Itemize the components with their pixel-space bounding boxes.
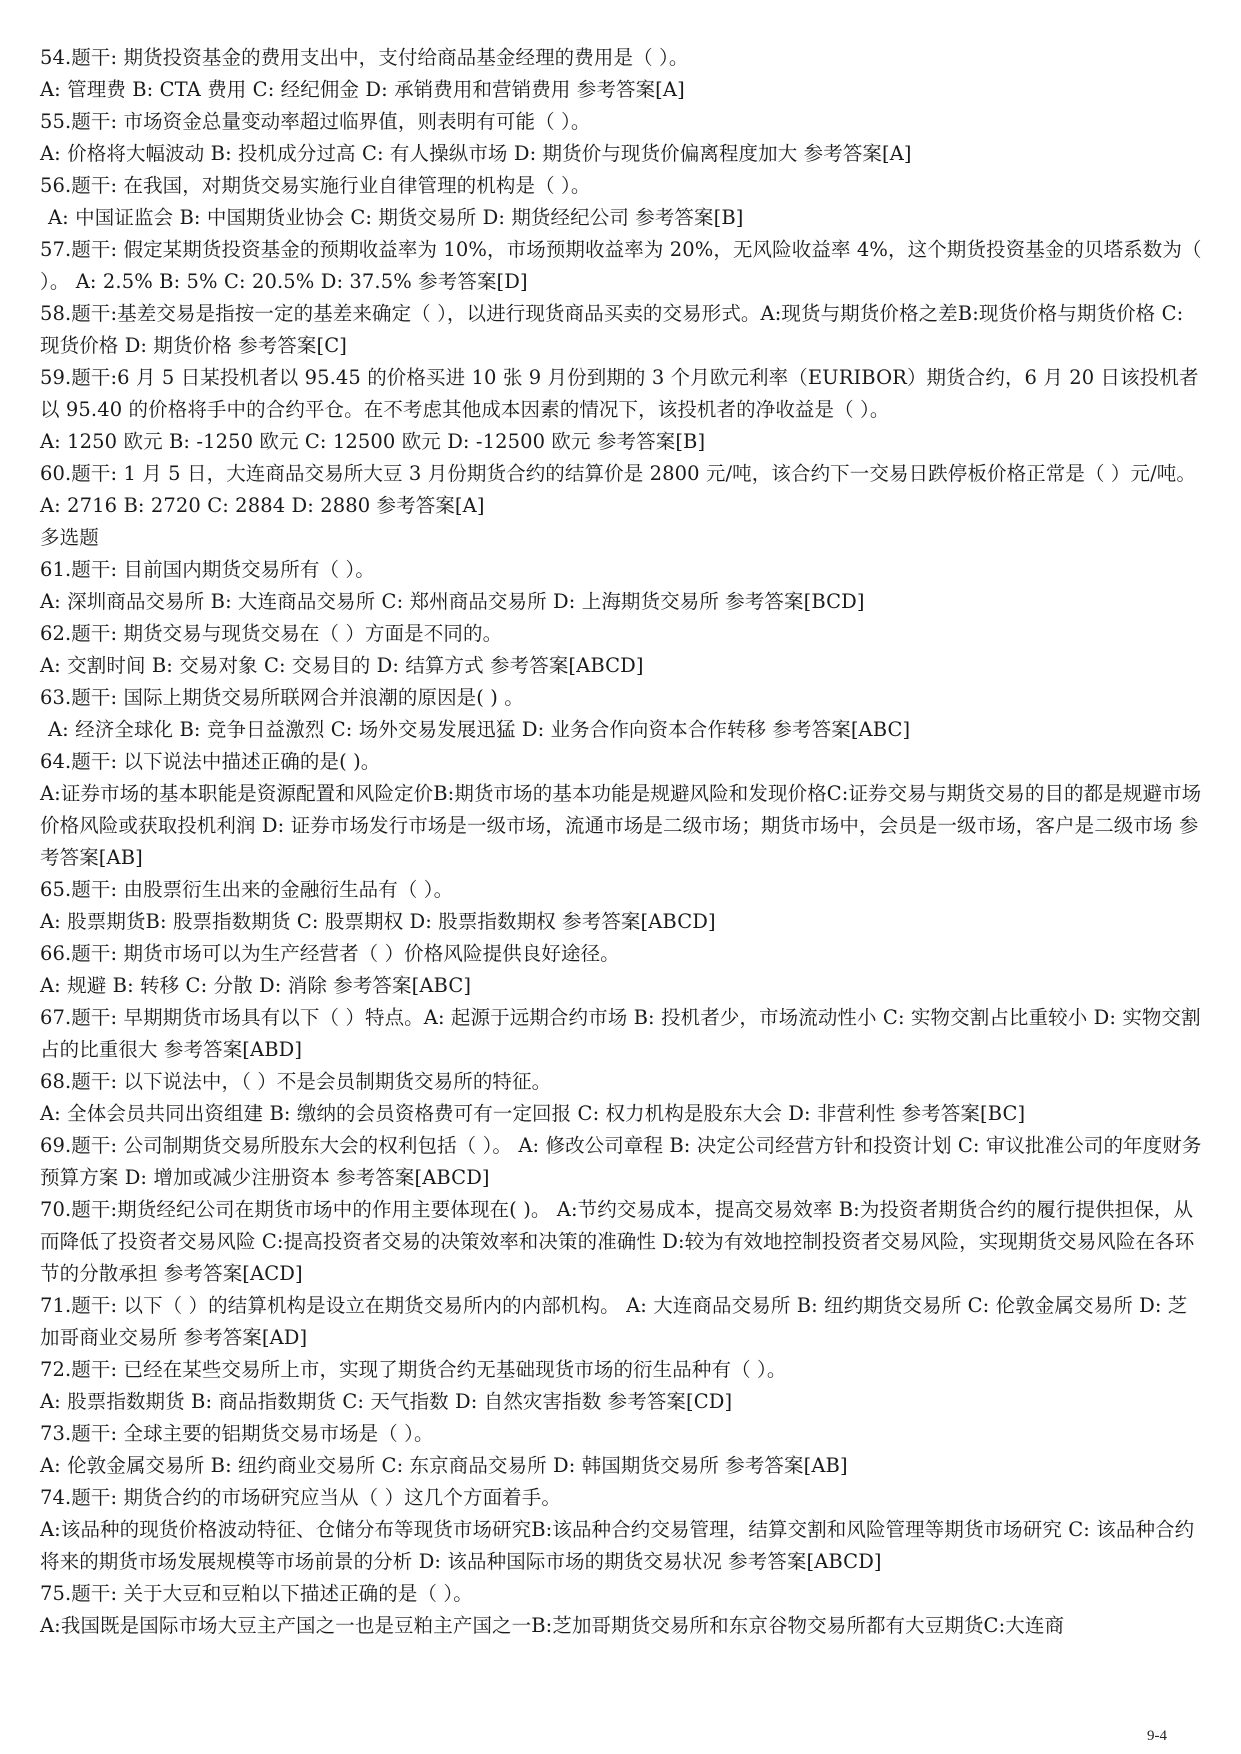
question-60: 60.题干: 1 月 5 日，大连商品交易所大豆 3 月份期货合约的结算价是 2800 元/吨，该合约下一交易日跌停板价格正常是（ ）元/吨。 A: 2716 B: 2720 C: 2884 D: 2880 参考答案[A] xyxy=(40,462,1196,517)
options-61: A: 深圳商品交易所 B: 大连商品交易所 C: 郑州商品交易所 D: 上海期货交易所 参考答案[BCD] xyxy=(40,590,865,613)
options-54: A: 管理费 B: CTA 费用 C: 经纪佣金 D: 承销费用和营销费用 参考答案[A] xyxy=(40,78,685,101)
question-68: 68.题干: 以下说法中，（ ）不是会员制期货交易所的特征。 xyxy=(40,1070,552,1093)
question-66: 66.题干: 期货市场可以为生产经营者（ ）价格风险提供良好途径。 xyxy=(40,942,620,965)
options-55: A: 价格将大幅波动 B: 投机成分过高 C: 有人操纵市场 D: 期货价与现货价偏离程度加大 参考答案[A] xyxy=(40,142,912,165)
question-71: 71.题干: 以下（ ）的结算机构是设立在期货交易所内的内部机构。 A: 大连商品交易所 B: 纽约期货交易所 C: 伦敦金属交易所 D: 芝加哥商业交易所 参考答案[AD] xyxy=(40,1294,1188,1349)
options-59: A: 1250 欧元 B: -1250 欧元 C: 12500 欧元 D: -12500 欧元 参考答案[B] xyxy=(40,430,706,453)
question-75: 75.题干: 关于大豆和豆粕以下描述正确的是（ ）。 xyxy=(40,1582,473,1605)
options-72: A: 股票指数期货 B: 商品指数期货 C: 天气指数 D: 自然灾害指数 参考答案[CD] xyxy=(40,1390,733,1413)
options-68: A: 全体会员共同出资组建 B: 缴纳的会员资格费可有一定回报 C: 权力机构是股东大会 D: 非营利性 参考答案[BC] xyxy=(40,1102,1026,1125)
page-number: 9-4 xyxy=(1147,1728,1167,1744)
question-57: 57.题干: 假定某期货投资基金的预期收益率为 10%，市场预期收益率为 20%，无风险收益率 4%，这个期货投资基金的贝塔系数为（ ）。 A: 2.5% B: 5% C: 20.5% D: 37.5% 参考答案[D] xyxy=(40,238,1202,293)
question-73: 73.题干: 全球主要的铝期货交易市场是（ ）。 xyxy=(40,1422,434,1445)
section-heading-multiple-choice: 多选题 xyxy=(40,526,99,549)
question-69: 69.题干: 公司制期货交易所股东大会的权利包括（ ）。 A: 修改公司章程 B: 决定公司经营方针和投资计划 C: 审议批准公司的年度财务预算方案 D: 增加或减少注册资本 参考答案[ABCD] xyxy=(40,1134,1202,1189)
options-75: A:我国既是国际市场大豆主产国之一也是豆粕主产国之一B:芝加哥期货交易所和东京谷物交易所都有大豆期货C:大连商 xyxy=(40,1614,1065,1637)
question-64: 64.题干: 以下说法中描述正确的是( )。 xyxy=(40,750,381,773)
options-65: A: 股票期货B: 股票指数期货 C: 股票期权 D: 股票指数期权 参考答案[ABCD] xyxy=(40,910,716,933)
question-59: 59.题干:6 月 5 日某投机者以 95.45 的价格买进 10 张 9 月份到期的 3 个月欧元利率（EURIBOR）期货合约，6 月 20 日该投机者以 95.40 的价格将手中的合约平仓。在不考虑其他成本因素的情况下，该投机者的净收益是（ ）。 xyxy=(40,366,1199,421)
question-list xyxy=(40,42,1202,1642)
options-73: A: 伦敦金属交易所 B: 纽约商业交易所 C: 东京商品交易所 D: 韩国期货交易所 参考答案[AB] xyxy=(40,1454,848,1477)
question-54: 54.题干: 期货投资基金的费用支出中，支付给商品基金经理的费用是（ ）。 xyxy=(40,46,689,69)
question-67: 67.题干: 早期期货市场具有以下（ ）特点。A: 起源于远期合约市场 B: 投机者少，市场流动性小 C: 实物交割占比重较小 D: 实物交割占的比重很大 参考答案[ABD] xyxy=(40,1006,1201,1061)
options-62: A: 交割时间 B: 交易对象 C: 交易目的 D: 结算方式 参考答案[ABCD] xyxy=(40,654,644,677)
question-72: 72.题干: 已经在某些交易所上市，实现了期货合约无基础现货市场的衍生品种有（ ）。 xyxy=(40,1358,787,1381)
question-63: 63.题干: 国际上期货交易所联网合并浪潮的原因是( ) 。 xyxy=(40,686,524,709)
options-66: A: 规避 B: 转移 C: 分散 D: 消除 参考答案[ABC] xyxy=(40,974,472,997)
question-55: 55.题干: 市场资金总量变动率超过临界值，则表明有可能（ ）。 xyxy=(40,110,591,133)
question-61: 61.题干: 目前国内期货交易所有（ ）。 xyxy=(40,558,375,581)
options-64: A:证券市场的基本职能是资源配置和风险定价B:期货市场的基本功能是规避风险和发现价格C:证券交易与期货交易的目的都是规避市场价格风险或获取投机利润 D: 证券市场发行市场是一级市场，流通市场是二级市场；期货市场中，会员是一级市场，客户是二级市场 参考答案[AB] xyxy=(40,782,1202,869)
question-65: 65.题干: 由股票衍生出来的金融衍生品有（ ）。 xyxy=(40,878,454,901)
question-58: 58.题干:基差交易是指按一定的基差来确定（ ），以进行现货商品买卖的交易形式。A:现货与期货价格之差B:现货价格与期货价格 C: 现货价格 D: 期货价格 参考答案[C] xyxy=(40,302,1184,357)
options-56: A: 中国证监会 B: 中国期货业协会 C: 期货交易所 D: 期货经纪公司 参考答案[B] xyxy=(48,206,744,229)
options-74: A:该品种的现货价格波动特征、仓储分布等现货市场研究B:该品种合约交易管理，结算交割和风险管理等期货市场研究 C: 该品种合约将来的期货市场发展规模等市场前景的分析 D: 该品种国际市场的期货交易状况 参考答案[ABCD] xyxy=(40,1518,1195,1573)
options-63: A: 经济全球化 B: 竞争日益激烈 C: 场外交易发展迅猛 D: 业务合作向资本合作转移 参考答案[ABC] xyxy=(48,718,911,741)
question-74: 74.题干: 期货合约的市场研究应当从（ ）这几个方面着手。 xyxy=(40,1486,561,1509)
question-62: 62.题干: 期货交易与现货交易在（ ）方面是不同的。 xyxy=(40,622,503,645)
question-70: 70.题干:期货经纪公司在期货市场中的作用主要体现在( )。 A:节约交易成本，提高交易效率 B:为投资者期货合约的履行提供担保，从而降低了投资者交易风险 C:提高投资者交易的决策效率和决策的准确性 D:较为有效地控制投资者交易风险，实现期货交易风险在各环节的分散承担 参考答案[ACD] xyxy=(40,1198,1195,1285)
question-56: 56.题干: 在我国，对期货交易实施行业自律管理的机构是（ ）。 xyxy=(40,174,591,197)
